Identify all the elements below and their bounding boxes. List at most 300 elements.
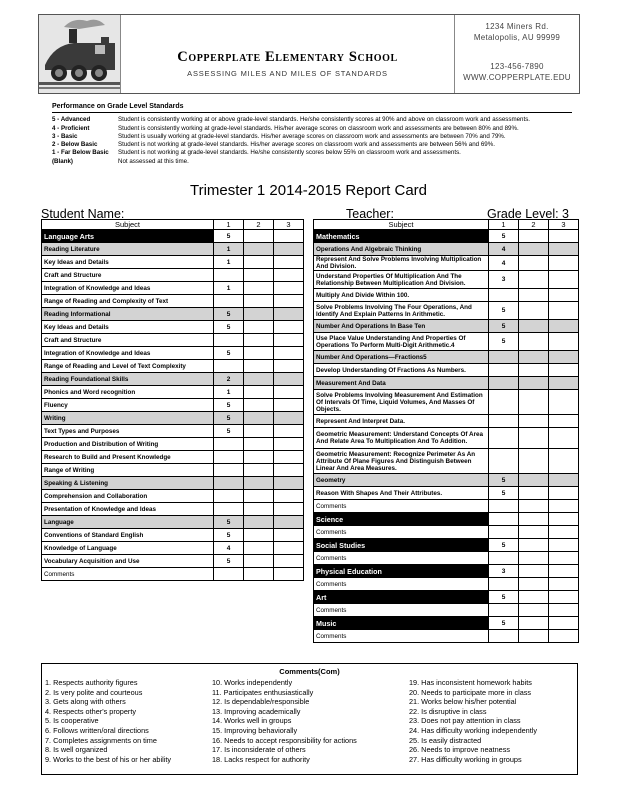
standard-row: [42, 555, 304, 568]
right-grades-table: [313, 219, 579, 643]
trimester-1-score: 5: [214, 516, 244, 529]
legend-description: Student is not working at grade-level standards. His/her average scores on classroom work and assessments are between 56% and 69%.: [118, 141, 495, 149]
category-row: [314, 230, 579, 243]
comment-item: 15. Improving behaviorally: [212, 725, 298, 735]
trimester-3-score: [549, 364, 579, 377]
trimester-1-score: [214, 295, 244, 308]
trimester-3-score: [549, 565, 579, 578]
trimester-2-score: [244, 334, 274, 347]
category-row: [314, 513, 579, 526]
subject-cell: Comprehension and Collaboration: [42, 490, 214, 503]
trimester-3-score: [274, 373, 304, 386]
trimester-3-score: [274, 477, 304, 490]
trimester-1-score: [489, 377, 519, 390]
standard-row: [314, 271, 579, 289]
standard-row: [42, 490, 304, 503]
trimester-3-score: [549, 474, 579, 487]
comment-item: 23. Does not pay attention in class: [409, 716, 521, 726]
standard-row: [42, 425, 304, 438]
subject-cell: Social Studies: [314, 539, 489, 552]
legend-description: Student is usually working at grade-level standards. His/her average scores on classroom work and assessments are between 70% and 79%.: [118, 132, 506, 140]
trimester-2-score: [244, 308, 274, 321]
trimester-3-score: [549, 487, 579, 500]
standard-row: [42, 269, 304, 282]
subject-cell: Reason With Shapes And Their Attributes.: [314, 487, 489, 500]
trimester-3-score: [274, 503, 304, 516]
trimester-3-score: [274, 243, 304, 256]
standard-row: [42, 503, 304, 516]
trimester-2-score: [244, 542, 274, 555]
trimester-1-score: 3: [489, 271, 519, 289]
trimester-1-score: [489, 289, 519, 302]
trimester-1-score: 5: [489, 302, 519, 320]
comment-item: 20. Needs to participate more in class: [409, 687, 532, 697]
standard-row: [314, 333, 579, 351]
subject-cell: Language: [42, 516, 214, 529]
subject-cell: Music: [314, 617, 489, 630]
trimester-2-score: [244, 269, 274, 282]
trimester-3-score: [274, 464, 304, 477]
subject-cell: Develop Understanding Of Fractions As Numbers.: [314, 364, 489, 377]
subject-header: Subject: [314, 220, 489, 230]
trimester-1-score: 5: [489, 230, 519, 243]
standard-row: [314, 415, 579, 428]
trimester-3-score: [549, 539, 579, 552]
trimester-1-score: 5: [489, 591, 519, 604]
subcategory-row: [314, 474, 579, 487]
school-name: Copperplate Elementary School: [177, 49, 398, 65]
standard-row: [42, 438, 304, 451]
trimester-2-score: [519, 487, 549, 500]
trimester-2-score: [519, 526, 549, 539]
subject-cell: Craft and Structure: [42, 269, 214, 282]
trimester-1-score: 1: [214, 386, 244, 399]
report-title: Trimester 1 2014-2015 Report Card: [189, 182, 428, 199]
trimester-2-score: [244, 399, 274, 412]
trimester-3-score: [549, 449, 579, 474]
comment-item: 5. Is cooperative: [45, 716, 99, 726]
comments-column-1: [45, 678, 212, 764]
trimester-3-score: [549, 333, 579, 351]
comments-title: Comments(Com): [279, 667, 340, 676]
subject-cell: Integration of Knowledge and Ideas: [42, 347, 214, 360]
trimester-2-score: [519, 289, 549, 302]
trimester-1-header: 1: [214, 220, 244, 230]
grade-level-label: Grade Level: 3: [487, 207, 569, 221]
trimester-1-score: 4: [214, 542, 244, 555]
subject-cell: Comments: [42, 568, 214, 581]
comment-item: 12. Is dependable/responsible: [212, 697, 310, 707]
standard-row: [314, 289, 579, 302]
comments-row: [314, 500, 579, 513]
comments-row: [314, 630, 579, 643]
trimester-2-score: [519, 333, 549, 351]
standard-row: [42, 347, 304, 360]
trimester-3-score: [274, 438, 304, 451]
trimester-3-score: [549, 428, 579, 449]
comments-key: [41, 663, 578, 775]
comments-row: [314, 578, 579, 591]
trimester-1-score: 3: [489, 565, 519, 578]
trimester-3-score: [549, 230, 579, 243]
trimester-3-score: [274, 399, 304, 412]
trimester-3-score: [549, 377, 579, 390]
subcategory-row: [42, 477, 304, 490]
trimester-3-header: 3: [549, 220, 579, 230]
standard-row: [42, 295, 304, 308]
subject-cell: Fluency: [42, 399, 214, 412]
subject-cell: Key Ideas and Details: [42, 321, 214, 334]
trimester-1-score: 5: [214, 347, 244, 360]
trimester-2-score: [244, 425, 274, 438]
comments-column-3: [409, 678, 574, 764]
trimester-1-score: 2: [214, 373, 244, 386]
subject-cell: Comments: [314, 500, 489, 513]
train-logo-icon: [39, 15, 121, 93]
trimester-3-score: [549, 617, 579, 630]
subcategory-row: [314, 320, 579, 333]
subject-cell: Represent And Solve Problems Involving Multiplication And Division.: [314, 256, 489, 271]
trimester-2-score: [519, 617, 549, 630]
trimester-1-score: [489, 415, 519, 428]
subject-cell: Phonics and Word recognition: [42, 386, 214, 399]
subject-cell: Comments: [314, 630, 489, 643]
subject-cell: Production and Distribution of Writing: [42, 438, 214, 451]
trimester-1-score: [214, 269, 244, 282]
trimester-3-score: [274, 269, 304, 282]
subject-cell: Science: [314, 513, 489, 526]
subcategory-row: [42, 412, 304, 425]
trimester-2-score: [244, 503, 274, 516]
trimester-1-score: [489, 449, 519, 474]
subject-cell: Number And Operations In Base Ten: [314, 320, 489, 333]
trimester-1-score: 5: [214, 399, 244, 412]
standard-row: [42, 334, 304, 347]
comment-item: 4. Respects other's property: [45, 706, 137, 716]
website: WWW.COPPERPLATE.EDU: [463, 73, 571, 82]
legend-description: Student is consistently working at grade-level standards. His/her average scores on classroom work and assessments are between 80% and 89%.: [118, 124, 519, 132]
trimester-2-score: [244, 464, 274, 477]
subject-cell: Language Arts: [42, 230, 214, 243]
trimester-2-score: [519, 351, 549, 364]
comments-row: [314, 552, 579, 565]
trimester-3-score: [549, 256, 579, 271]
comment-item: 1. Respects authority figures: [45, 678, 138, 687]
trimester-3-score: [274, 516, 304, 529]
report-header: [38, 14, 580, 94]
trimester-2-score: [244, 529, 274, 542]
trimester-2-score: [519, 591, 549, 604]
trimester-2-score: [244, 295, 274, 308]
subject-cell: Number And Operations—Fractions5: [314, 351, 489, 364]
trimester-3-score: [274, 425, 304, 438]
subject-cell: Range of Reading and Complexity of Text: [42, 295, 214, 308]
trimester-1-score: [214, 568, 244, 581]
trimester-1-score: 5: [214, 308, 244, 321]
trimester-2-score: [519, 539, 549, 552]
trimester-2-score: [519, 320, 549, 333]
trimester-2-score: [244, 256, 274, 269]
trimester-2-score: [519, 500, 549, 513]
trimester-2-score: [519, 364, 549, 377]
comment-item: 22. Is disruptive in class: [409, 706, 487, 716]
phone-number: 123-456-7890: [490, 62, 544, 71]
subject-cell: Operations And Algebraic Thinking: [314, 243, 489, 256]
trimester-3-score: [274, 412, 304, 425]
subject-cell: Speaking & Listening: [42, 477, 214, 490]
category-row: [314, 539, 579, 552]
trimester-2-score: [244, 347, 274, 360]
school-block: [121, 15, 454, 93]
trimester-2-score: [519, 415, 549, 428]
trimester-1-score: 5: [214, 412, 244, 425]
trimester-2-header: 2: [244, 220, 274, 230]
standard-row: [314, 449, 579, 474]
subject-header: Subject: [42, 220, 214, 230]
trimester-1-score: [214, 438, 244, 451]
comment-item: 19. Has inconsistent homework habits: [409, 678, 532, 687]
trimester-1-score: 5: [214, 529, 244, 542]
trimester-1-score: [489, 513, 519, 526]
comment-item: 16. Needs to accept responsibility for actions: [212, 735, 357, 745]
performance-legend: [52, 103, 572, 166]
trimester-1-score: [489, 526, 519, 539]
subject-cell: Geometry: [314, 474, 489, 487]
trimester-1-score: [214, 464, 244, 477]
trimester-1-score: 5: [489, 333, 519, 351]
trimester-3-score: [549, 513, 579, 526]
trimester-3-score: [274, 308, 304, 321]
legend-code: (Blank): [52, 157, 73, 165]
trimester-3-score: [549, 415, 579, 428]
subject-cell: Reading Informational: [42, 308, 214, 321]
legend-description: Not assessed at this time.: [118, 157, 189, 165]
trimester-2-score: [244, 282, 274, 295]
trimester-3-score: [274, 347, 304, 360]
comment-item: 17. Is inconsiderate of others: [212, 745, 306, 755]
trimester-3-score: [549, 630, 579, 643]
trimester-3-score: [274, 321, 304, 334]
trimester-3-score: [274, 386, 304, 399]
trimester-3-score: [549, 578, 579, 591]
student-name-label: Student Name:: [41, 207, 125, 221]
subject-cell: Represent And Interpret Data.: [314, 415, 489, 428]
trimester-1-score: 5: [214, 321, 244, 334]
trimester-3-score: [274, 334, 304, 347]
trimester-3-score: [274, 360, 304, 373]
comment-item: 24. Has difficulty working independently: [409, 725, 538, 735]
trimester-2-score: [519, 565, 549, 578]
trimester-1-score: 4: [489, 243, 519, 256]
standard-row: [314, 256, 579, 271]
trimester-2-score: [519, 578, 549, 591]
trimester-3-header: 3: [274, 220, 304, 230]
trimester-2-score: [244, 230, 274, 243]
trimester-1-score: [489, 351, 519, 364]
trimester-3-score: [274, 490, 304, 503]
subject-cell: Geometric Measurement: Understand Concepts Of Area And Relate Area To Multiplication And To Addition.: [314, 428, 489, 449]
trimester-3-score: [549, 289, 579, 302]
standard-row: [42, 542, 304, 555]
trimester-2-score: [519, 474, 549, 487]
trimester-1-score: 5: [214, 425, 244, 438]
legend-row: [52, 116, 572, 124]
trimester-1-score: [489, 364, 519, 377]
trimester-2-score: [244, 386, 274, 399]
trimester-1-score: [489, 578, 519, 591]
trimester-3-score: [549, 243, 579, 256]
category-row: [314, 617, 579, 630]
legend-code: 2 - Below Basic: [52, 141, 98, 149]
subcategory-row: [314, 243, 579, 256]
trimester-3-score: [549, 320, 579, 333]
address-line-1: 1234 Miners Rd.: [485, 22, 549, 31]
legend-code: 3 - Basic: [52, 132, 78, 140]
trimester-3-score: [274, 529, 304, 542]
trimester-2-score: [244, 490, 274, 503]
trimester-1-score: [489, 630, 519, 643]
subject-cell: Reading Literature: [42, 243, 214, 256]
trimester-1-score: [214, 477, 244, 490]
trimester-3-score: [549, 591, 579, 604]
subject-cell: Solve Problems Involving The Four Operations, And Identify And Explain Patterns In Arithmetic.: [314, 302, 489, 320]
trimester-2-score: [519, 604, 549, 617]
subject-cell: Comments: [314, 578, 489, 591]
trimester-1-score: [489, 604, 519, 617]
legend-description: Student is consistently working at or above grade-level standards. He/she consistently scores at 90% and above on classroom work and assessments.: [118, 116, 531, 124]
subcategory-row: [42, 243, 304, 256]
trimester-3-score: [274, 555, 304, 568]
trimester-1-score: 5: [214, 230, 244, 243]
subject-cell: Solve Problems Involving Measurement And Estimation Of Intervals Of Time, Liquid Volumes, And Masses Of Objects.: [314, 390, 489, 415]
standard-row: [42, 399, 304, 412]
trimester-2-score: [519, 390, 549, 415]
legend-title: Performance on Grade Level Standards: [52, 103, 572, 113]
subject-cell: Text Types and Purposes: [42, 425, 214, 438]
comment-item: 18. Lacks respect for authority: [212, 754, 310, 764]
subject-cell: Vocabulary Acquisition and Use: [42, 555, 214, 568]
comment-item: 25. Is easily distracted: [409, 735, 482, 745]
subject-cell: Key Ideas and Details: [42, 256, 214, 269]
trimester-3-score: [549, 604, 579, 617]
trimester-3-score: [549, 500, 579, 513]
legend-description: Student is not working at grade-level standards. He/she consistently scores below 55% on classroom work and assessments.: [118, 149, 461, 157]
trimester-1-score: [489, 390, 519, 415]
trimester-2-score: [519, 552, 549, 565]
comment-item: 13. Improving academically: [212, 706, 301, 716]
subject-cell: Range of Reading and Level of Text Complexity: [42, 360, 214, 373]
trimester-1-score: [214, 503, 244, 516]
comment-item: 9. Works to the best of his or her ability: [45, 754, 171, 764]
trimester-3-score: [274, 542, 304, 555]
trimester-2-score: [244, 568, 274, 581]
trimester-2-score: [244, 438, 274, 451]
trimester-3-score: [549, 351, 579, 364]
subcategory-row: [42, 516, 304, 529]
subject-cell: Craft and Structure: [42, 334, 214, 347]
trimester-1-score: [489, 552, 519, 565]
legend-code: 4 - Proficient: [52, 124, 90, 132]
legend-row: [52, 158, 572, 166]
trimester-3-score: [274, 568, 304, 581]
subject-cell: Presentation of Knowledge and Ideas: [42, 503, 214, 516]
trimester-1-score: 4: [489, 256, 519, 271]
standard-row: [42, 282, 304, 295]
trimester-2-score: [519, 377, 549, 390]
trimester-1-score: [489, 500, 519, 513]
trimester-2-score: [244, 516, 274, 529]
school-tagline: ASSESSING MILES AND MILES OF STANDARDS: [187, 69, 388, 78]
trimester-1-score: 5: [489, 617, 519, 630]
trimester-1-score: [214, 490, 244, 503]
trimester-1-score: 5: [489, 474, 519, 487]
trimester-2-score: [244, 243, 274, 256]
trimester-2-score: [244, 373, 274, 386]
subject-cell: Physical Education: [314, 565, 489, 578]
subject-cell: Writing: [42, 412, 214, 425]
standard-row: [42, 256, 304, 269]
trimester-3-score: [274, 451, 304, 464]
comment-item: 11. Participates enthusiastically: [212, 687, 314, 697]
legend-row: [52, 149, 572, 157]
comments-row: [314, 604, 579, 617]
category-row: [42, 230, 304, 243]
trimester-2-score: [244, 412, 274, 425]
trimester-2-score: [519, 243, 549, 256]
standard-row: [314, 364, 579, 377]
trimester-2-score: [244, 555, 274, 568]
comments-row: [314, 526, 579, 539]
subcategory-row: [314, 377, 579, 390]
trimester-1-score: [489, 428, 519, 449]
subject-cell: Geometric Measurement: Recognize Perimeter As An Attribute Of Plane Figures And Distinguish Between Linear And Area Measures.: [314, 449, 489, 474]
trimester-2-score: [519, 630, 549, 643]
standard-row: [42, 529, 304, 542]
comment-item: 2. Is very polite and courteous: [45, 687, 143, 697]
trimester-2-score: [244, 360, 274, 373]
trimester-2-score: [244, 477, 274, 490]
teacher-label: Teacher:: [346, 207, 394, 221]
trimester-2-score: [244, 451, 274, 464]
trimester-1-score: [214, 360, 244, 373]
address-line-2: Metalopolis, AU 99999: [473, 33, 561, 42]
subject-cell: Reading Foundational Skills: [42, 373, 214, 386]
comment-item: 3. Gets along with others: [45, 697, 126, 707]
trimester-1-score: 1: [214, 282, 244, 295]
comment-item: 14. Works well in groups: [212, 716, 292, 726]
trimester-1-score: [214, 334, 244, 347]
subject-cell: Comments: [314, 604, 489, 617]
category-row: [314, 565, 579, 578]
comments-column-2: [212, 678, 409, 764]
trimester-3-score: [274, 295, 304, 308]
trimester-3-score: [274, 282, 304, 295]
subcategory-row: [314, 351, 579, 364]
subject-cell: Research to Build and Present Knowledge: [42, 451, 214, 464]
trimester-3-score: [549, 390, 579, 415]
table-header-row: [314, 220, 579, 230]
trimester-3-score: [549, 526, 579, 539]
subject-cell: Understand Properties Of Multiplication And The Relationship Between Multiplication And Division.: [314, 271, 489, 289]
subject-cell: Multiply And Divide Within 100.: [314, 289, 489, 302]
category-row: [314, 591, 579, 604]
legend-row: [52, 133, 572, 141]
subject-cell: Knowledge of Language: [42, 542, 214, 555]
trimester-3-score: [549, 302, 579, 320]
subject-cell: Comments: [314, 526, 489, 539]
standard-row: [42, 451, 304, 464]
comments-row: [42, 568, 304, 581]
